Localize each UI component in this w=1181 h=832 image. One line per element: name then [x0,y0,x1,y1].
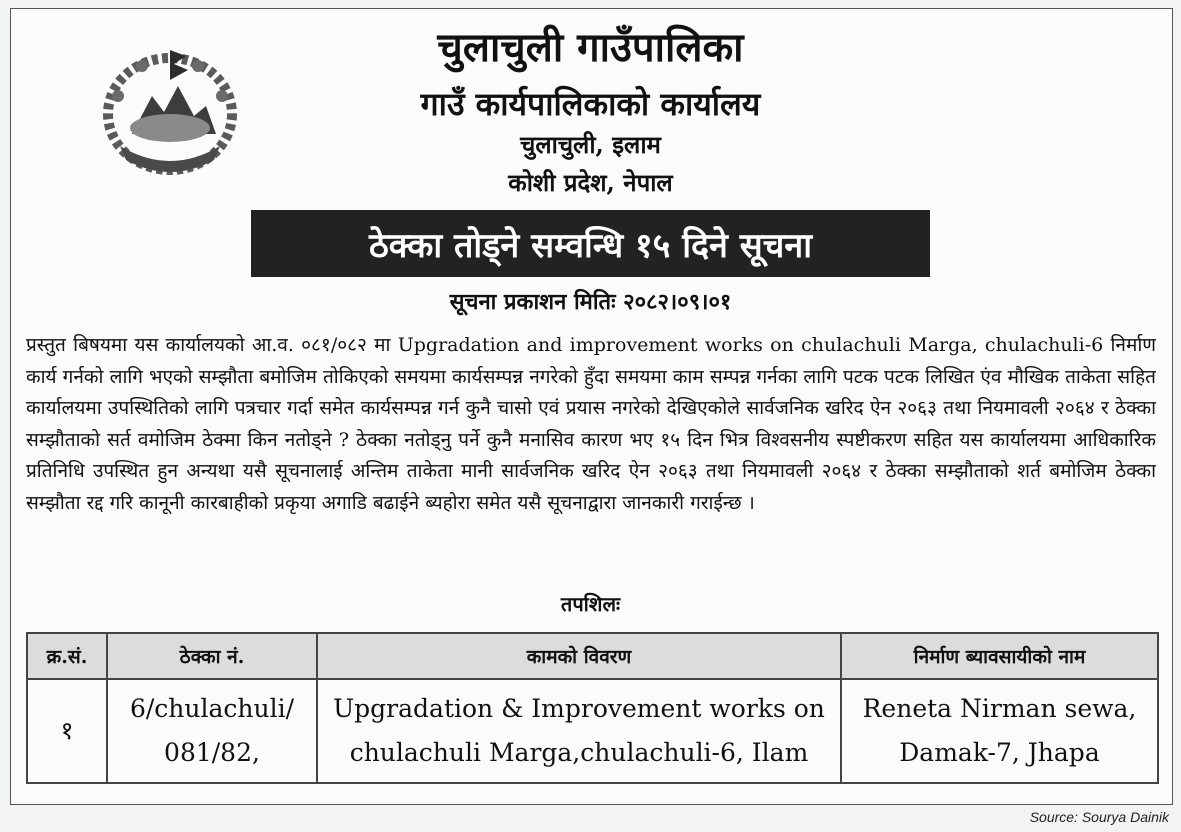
col-header-work-description: कामको विवरण [317,633,841,679]
cell-contract-no [107,679,317,783]
contract-no-line-2: 081/82, [164,738,260,767]
address-line-2: कोशी प्रदेश, नेपाल [508,168,673,197]
office-subtitle: गाउँ कार्यपालिकाको कार्यालय [420,85,761,123]
table-header-row [27,633,1158,679]
source-credit: Source: Sourya Dainik [1029,809,1169,825]
contract-no-line-1: 6/chulachuli/ [129,694,295,723]
cell-work-description [317,679,841,783]
publication-date: सूचना प्रकाशन मितिः २०८२।०९।०१ [449,289,732,315]
col-header-contract-no: ठेक्का नं. [107,633,317,679]
schedule-heading: तपशिलः [560,592,621,616]
work-line-1: Upgradation & Improvement works on [333,694,825,723]
schedule-table [26,632,1159,784]
col-header-sn: क्र.सं. [27,633,107,679]
cell-sn: १ [27,679,107,783]
builder-line-1: Reneta Nirman sewa, [862,694,1137,723]
address-line-1: चुलाचुली, इलाम [520,130,661,159]
office-name: चुलाचुली गाउँपालिका [437,24,744,71]
col-header-builder-name: निर्माण ब्यावसायीको नाम [841,633,1158,679]
notice-title: ठेक्का तोड्ने सम्वन्धि १५ दिने सूचना [368,225,813,266]
cell-builder-name [841,679,1158,783]
builder-line-2: Damak-7, Jhapa [899,738,1100,767]
notice-title-banner [251,210,930,277]
table-row [27,679,1158,783]
work-line-2: chulachuli Marga,chulachuli-6, Ilam [349,738,809,767]
notice-body: प्रस्तुत बिषयमा यस कार्यालयको आ.व. ०८१/०८२ मा Upgradation and improvement works on chulachuli Marga, chulachuli-6 निर्माण कार्य गर्नको लागि भएको सम्झौता बमोजिम तोकिएको समयमा कार्यसम्पन्न नगरेको हुँदा समयमा काम सम्पन्न गर्नका लागि पटक पटक लिखित एंव मौखिक ताकेता सहित कार्यालयमा उपस्थितिको लागि पत्रचार गर्दा समेत कार्यसम्पन्न गर्न कुनै चासो एवं प्रयास नगरेको देखिएकोले सार्वजनिक खरिद ऐन २०६३ तथा नियमावली २०६४ र ठेक्का सम्झौताको सर्त वमोजिम ठेक्मा किन नतोड्ने ? ठेक्का नतोड्नु पर्ने कुनै मनासिव कारण भए १५ दिन भित्र विश्वसनीय स्पष्टीकरण सहित यस कार्यालयमा आधिकारिक प्रतिनिधि उपस्थित हुन अन्यथा यसै सूचनालाई अन्तिम ताकेता मानी सार्वजनिक खरिद ऐन २०६३ तथा नियमावली २०६४ र ठेक्का सम्झौताको शर्त बमोजिम ठेक्का सम्झौता रद्द गरि कानूनी कारबाहीको प्रकृया अगाडि बढाईने ब्यहोरा समेत यसै सूचनाद्वारा जानकारी गराईन्छ । [26,334,1156,514]
